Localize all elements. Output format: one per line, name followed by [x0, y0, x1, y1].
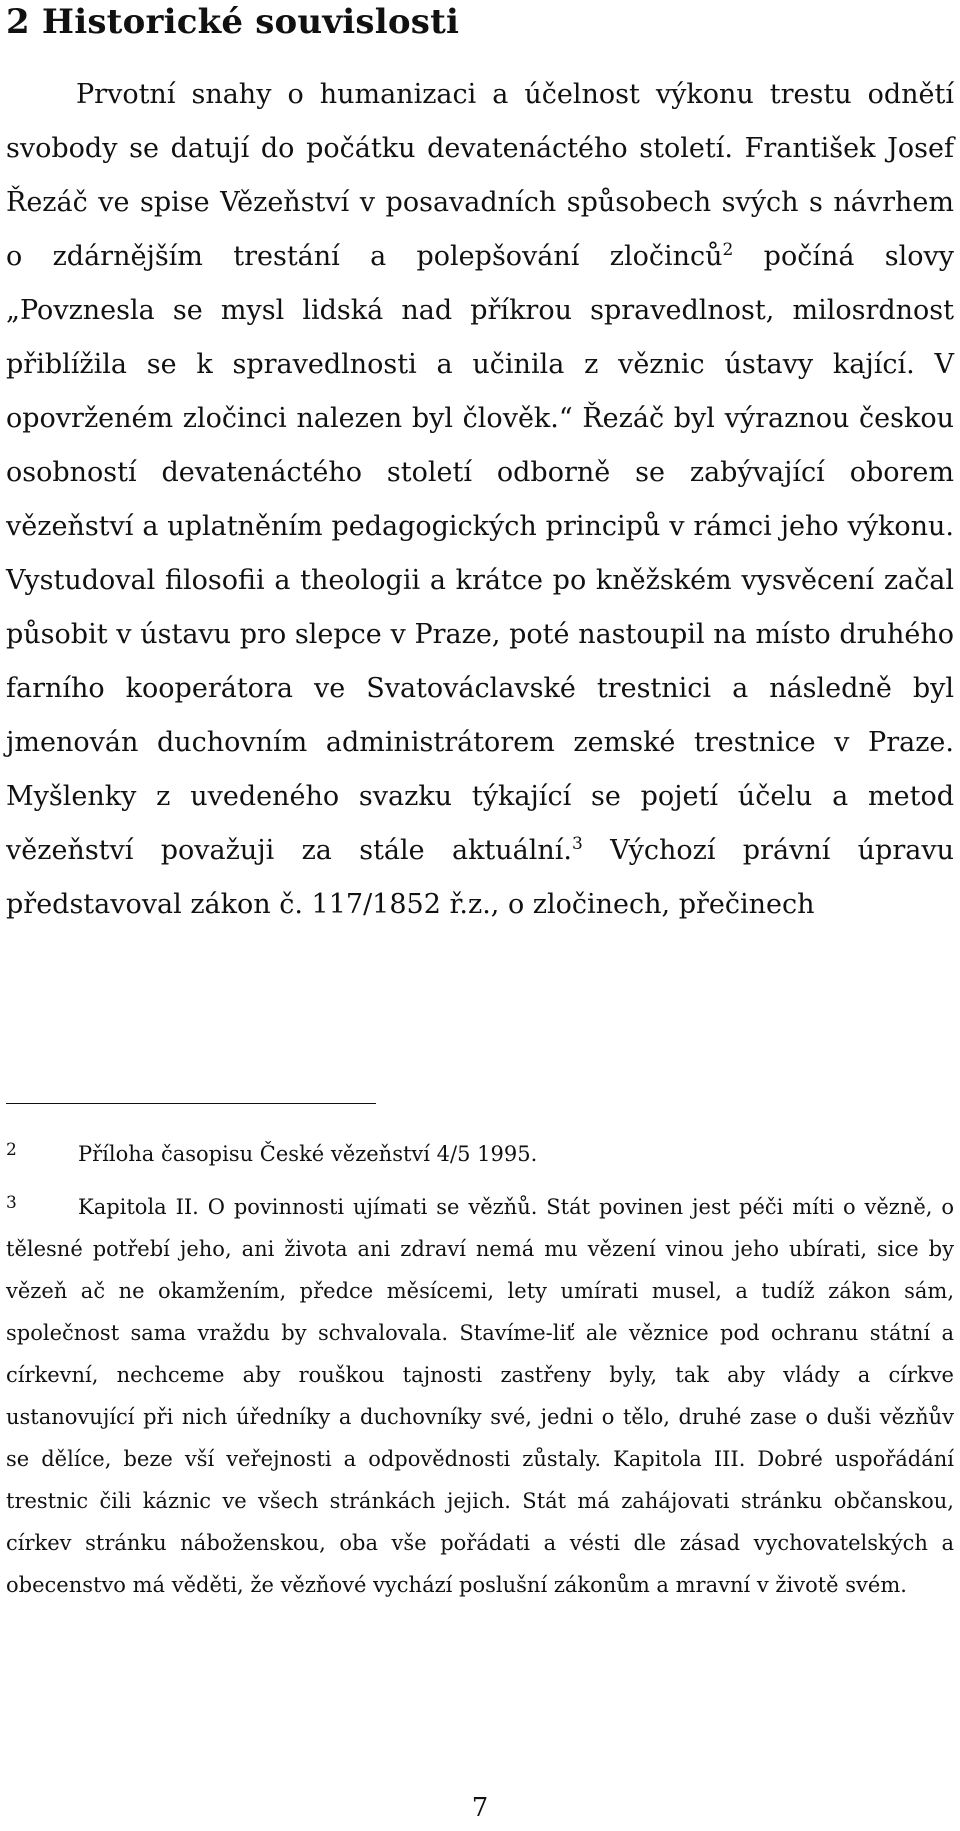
body-text-part: Výchozí právní úpravu představoval zákon č. 117/1852 ř.z., o zločinech, přečinech — [6, 835, 954, 920]
page-number: 7 — [471, 1793, 489, 1823]
footnote-reference[interactable]: 3 — [572, 834, 583, 854]
footnote-text: Příloha časopisu České vězeňství 4/5 1995. — [78, 1142, 538, 1166]
footnote-text: Kapitola II. O povinnosti ujímati se vězňů. Stát povinen jest péči míti o vězně, o tělesné potřebí jeho, ani života ani zdraví nemá mu vězení vinou jeho ubírati, sice by vězeň ač ne okamžením, předce měsícemi, lety umírati musel, a tudíž zákon sám, společnost sama vraždu by schvalovala. Stavíme-liť ale věznice pod ochranu státní a církevní, nechceme aby rouškou tajnosti zastřeny byly, tak aby vlády a církve ustanovující při nich úředníky a duchovníky své, jedni o tělo, druhé zase o duši vězňův se dělíce, beze vší veřejnosti a odpovědnosti zůstaly. Kapitola III. Dobré uspořádání trestnic čili káznic ve všech stránkách jejich. Stát má zahájovati stránku občanskou, církev stránku náboženskou, oba vše pořádati a vésti dle zásad vychovatelských a obecenstvo má věděti, že vězňové vychází poslušní zákonům a mravní v životě svém. — [6, 1195, 954, 1597]
footnote: 2 Příloha časopisu České vězeňství 4/5 1995. — [6, 1140, 538, 1166]
footnote: 3 Kapitola II. O povinnosti ujímati se vězňů. Stát povinen jest péči míti o vězně, o tělesné potřebí jeho, ani života ani zdraví nemá mu vězení vinou jeho ubírati, sice by vězeň ač ne okamžením, předce měsícemi, lety umírati musel, a tudíž zákon sám, společnost sama vraždu by schvalovala. Stavíme-liť ale věznice pod ochranu státní a církevní, nechceme aby rouškou tajnosti zastřeny byly, tak aby vlády a církve ustanovující při nich úředníky a duchovníky své, jedni o tělo, druhé zase o duši vězňův se dělíce, beze vší veřejnosti a odpovědnosti zůstaly. Kapitola III. Dobré uspořádání trestnic čili káznic ve všech stránkách jejich. Stát má zahájovati stránku občanskou, církev stránku náboženskou, oba vše pořádati a vésti dle zásad vychovatelských a obecenstvo má věděti, že vězňové vychází poslušní zákonům a mravní v životě svém. — [6, 1193, 954, 1597]
body-text-part: počíná slovy „Povznesla se mysl lidská nad příkrou spravedlnost, milosrdnost přiblížila se k spravedlnosti a učinila z věznic ústavy kající. V opovrženém zločinci nalezen byl člověk.“ Řezáč byl výraznou českou osobností devatenáctého století odborně se zabývající oborem vězeňství a uplatněním pedagogických principů v rámci jeho výkonu. Vystudoval filosofii a theologii a krátce po kněžském vysvěcení začal působit v ústavu pro slepce v Praze, poté nastoupil na místo druhého farního kooperátora ve Svatováclavské trestnici a následně byl jmenován duchovním administrátorem zemské trestnice v Praze. Myšlenky z uvedeného svazku týkající se pojetí účelu a metod vězeňství považuji za stále aktuální. — [6, 241, 954, 866]
footnotes — [6, 1133, 954, 1617]
section-heading: 2 Historické souvislosti — [6, 2, 460, 42]
footnote-separator — [6, 1103, 376, 1104]
body-paragraph — [6, 68, 954, 932]
footnote-reference[interactable]: 2 — [722, 240, 734, 260]
body-text-part: Prvotní snahy o humanizaci a účelnost výkonu trestu odnětí svobody se datují do počátku devatenáctého století. František Josef Řezáč ve spise Vězeňství v posavadních spůsobech svých s návrhem o zdárnějším trestání a polepšování zločinců — [6, 79, 954, 272]
